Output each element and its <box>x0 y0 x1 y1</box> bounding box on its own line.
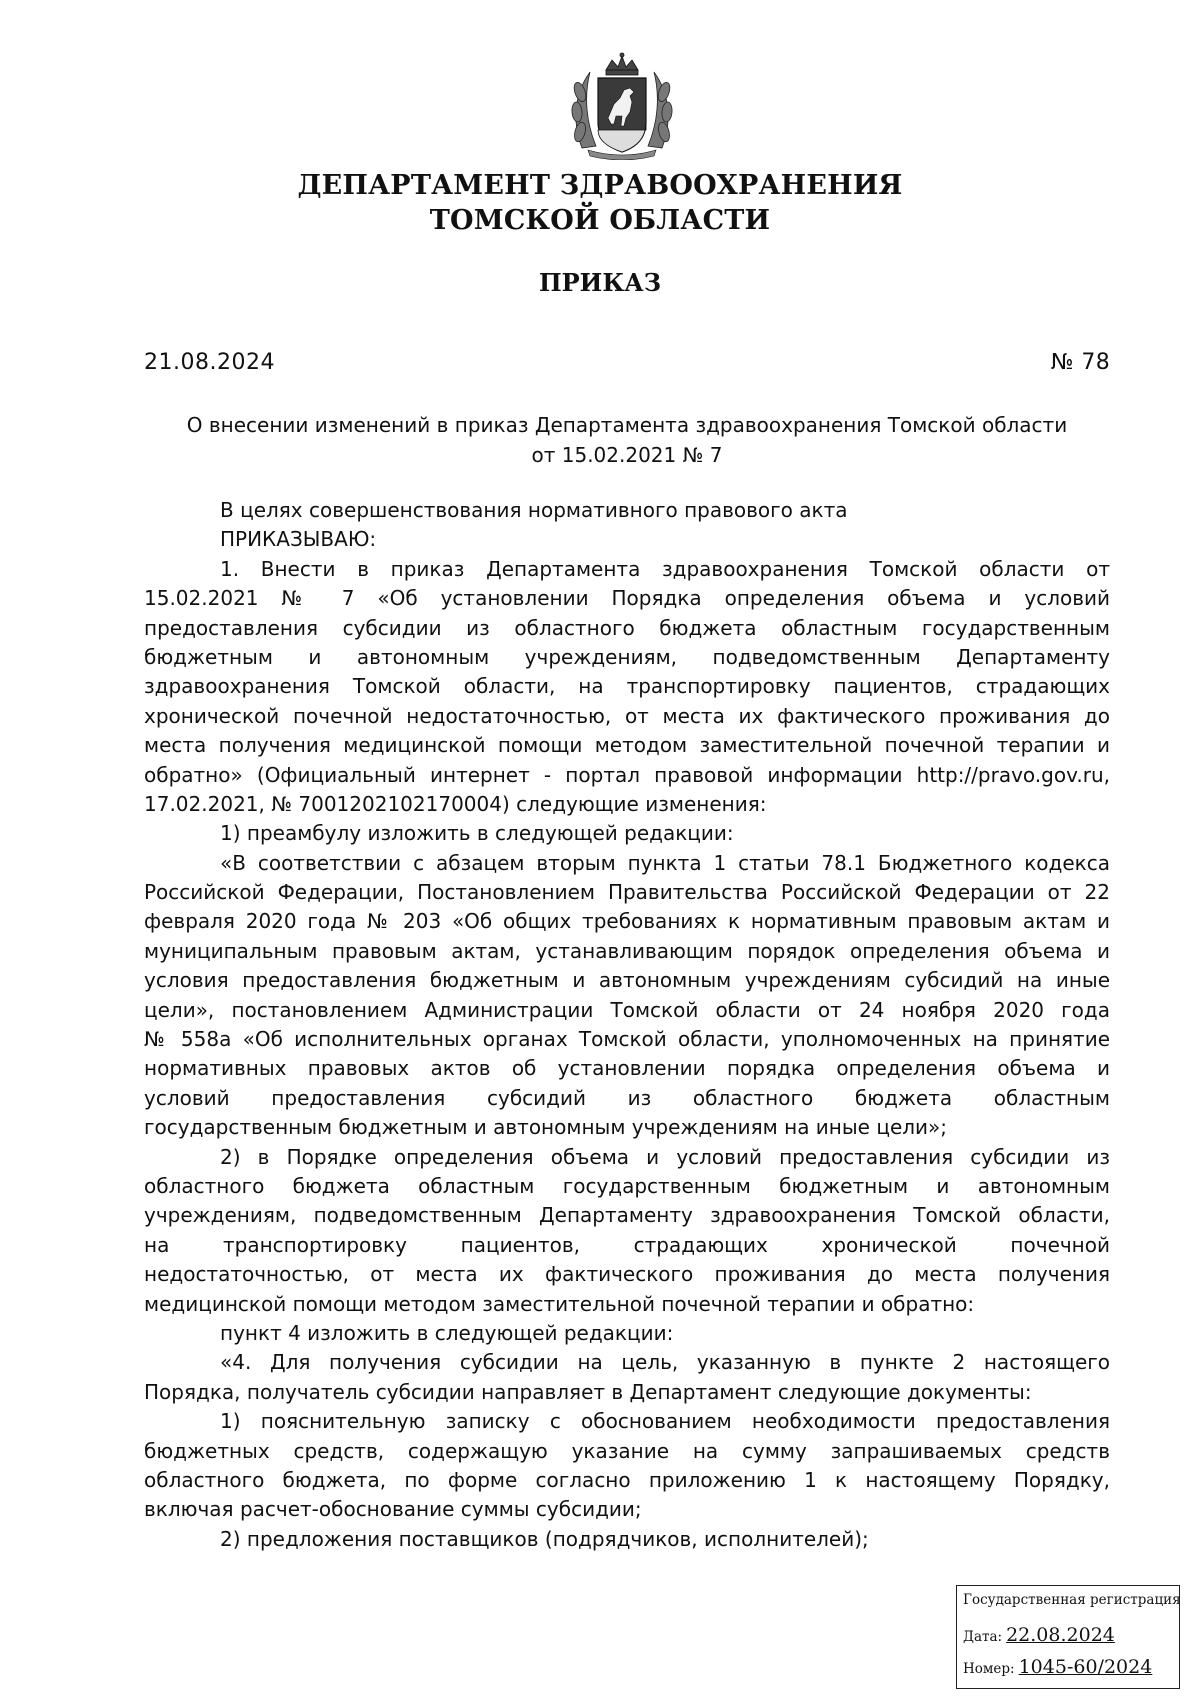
registration-number-label: Номер: <box>963 1661 1015 1677</box>
registration-number-value: 1045-60/2024 <box>1018 1656 1153 1678</box>
body-line: условий предоставления субсидий из областного бюджета областным <box>144 1085 1110 1110</box>
order-subject <box>144 410 1110 470</box>
body-line: «4. Для получения субсидии на цель, указанную в пункте 2 настоящего <box>220 1350 1110 1375</box>
body-line: 2) предложения поставщиков (подрядчиков, исполнителей); <box>220 1526 869 1551</box>
body-line: включая расчет-обоснование суммы субсидии; <box>144 1497 642 1522</box>
body-line: нормативных правовых актов об установлении порядка определения объема и <box>144 1056 1110 1081</box>
registration-date-value: 22.08.2024 <box>1006 1624 1115 1646</box>
department-title-line2: ТОМСКОЙ ОБЛАСТИ <box>429 205 771 236</box>
body-line: В целях совершенствования нормативного правового акта <box>220 498 848 522</box>
body-line: предоставления субсидии из областного бюджета областным государственным <box>144 615 1110 640</box>
body-line: на транспортировку пациентов, страдающих хронической почечной <box>144 1232 1110 1257</box>
body-line: обратно» (Официальный интернет - портал правовой информации http://pravo.gov.ru, <box>144 762 1110 787</box>
body-line: бюджетных средств, содержащую указание на сумму запрашиваемых средств <box>144 1438 1110 1463</box>
body-line: учреждениям, подведомственным Департаменту здравоохранения Томской области, <box>144 1203 1110 1228</box>
body-line: здравоохранения Томской области, на транспортировку пациентов, страдающих <box>144 674 1110 699</box>
body-line: пункт 4 изложить в следующей редакции: <box>220 1320 674 1345</box>
body-line: областного бюджета, по форме согласно приложению 1 к настоящему Порядку, <box>144 1467 1110 1492</box>
body-line: «В соответствии с абзацем вторым пункта 1 статьи 78.1 Бюджетного кодекса <box>220 850 1110 875</box>
body-line: цели», постановлением Администрации Томской области от 24 ноября 2020 года <box>144 997 1110 1022</box>
registration-title: Государственная регистрация <box>963 1592 1181 1608</box>
registration-stamp <box>956 1585 1180 1689</box>
order-date: 21.08.2024 <box>144 350 275 375</box>
body-line: ПРИКАЗЫВАЮ: <box>220 527 377 552</box>
registration-number-row <box>963 1656 1152 1678</box>
registration-date-row <box>963 1624 1115 1646</box>
body-line: 1. Внести в приказ Департамента здравоохранения Томской области от <box>220 556 1110 581</box>
order-subject-line: О внесении изменений в приказ Департамента здравоохранения Томской области <box>186 413 1068 437</box>
department-title-line1: ДЕПАРТАМЕНТ ЗДРАВООХРАНЕНИЯ <box>297 170 903 201</box>
body-line: муниципальным правовым актам, устанавливающим порядок определения объема и <box>144 938 1110 963</box>
body-line: недостаточностью, от места их фактического проживания до места получения <box>144 1262 1110 1287</box>
body-line: государственным бюджетным и автономным учреждениям на иные цели»; <box>144 1115 948 1140</box>
body-line: 1) пояснительную записку с обоснованием необходимости предоставления <box>220 1409 1110 1434</box>
body-line: условия предоставления бюджетным и автономным учреждениям субсидий на иные <box>144 968 1110 993</box>
body-line: 2) в Порядке определения объема и условий предоставления субсидии из <box>220 1144 1110 1169</box>
body-line: № 558а «Об исполнительных органах Томской области, уполномоченных на принятие <box>144 1027 1110 1052</box>
body-line: Российской Федерации, Постановлением Правительства Российской Федерации от 22 <box>144 880 1110 905</box>
body-line: хронической почечной недостаточностью, от места их фактического проживания до <box>144 703 1110 728</box>
body-line: февраля 2020 года № 203 «Об общих требованиях к нормативным правовым актам и <box>144 909 1110 934</box>
body-line: 1) преамбулу изложить в следующей редакции: <box>220 821 734 846</box>
order-number: № 78 <box>1050 350 1110 375</box>
body-line: Порядка, получатель субсидии направляет в Департамент следующие документы: <box>144 1379 1032 1404</box>
tomsk-oblast-coat-of-arms-icon <box>568 52 676 160</box>
body-line: 17.02.2021, № 7001202102170004) следующие изменения: <box>144 791 767 816</box>
body-line: 15.02.2021 № 7 «Об установлении Порядка определения объема и условий <box>144 586 1110 611</box>
body-line: места получения медицинской помощи методом заместительной почечной терапии и <box>144 733 1110 758</box>
order-subject-line: от 15.02.2021 № 7 <box>531 443 723 467</box>
body-line: бюджетным и автономным учреждениям, подведомственным Департаменту <box>144 644 1110 669</box>
order-body <box>144 496 1110 1554</box>
body-line: медицинской помощи методом заместительной почечной терапии и обратно: <box>144 1291 975 1316</box>
body-line: областного бюджета областным государственным бюджетным и автономным <box>144 1173 1110 1198</box>
registration-date-label: Дата: <box>963 1629 1003 1645</box>
document-kind-title: ПРИКАЗ <box>538 268 662 297</box>
